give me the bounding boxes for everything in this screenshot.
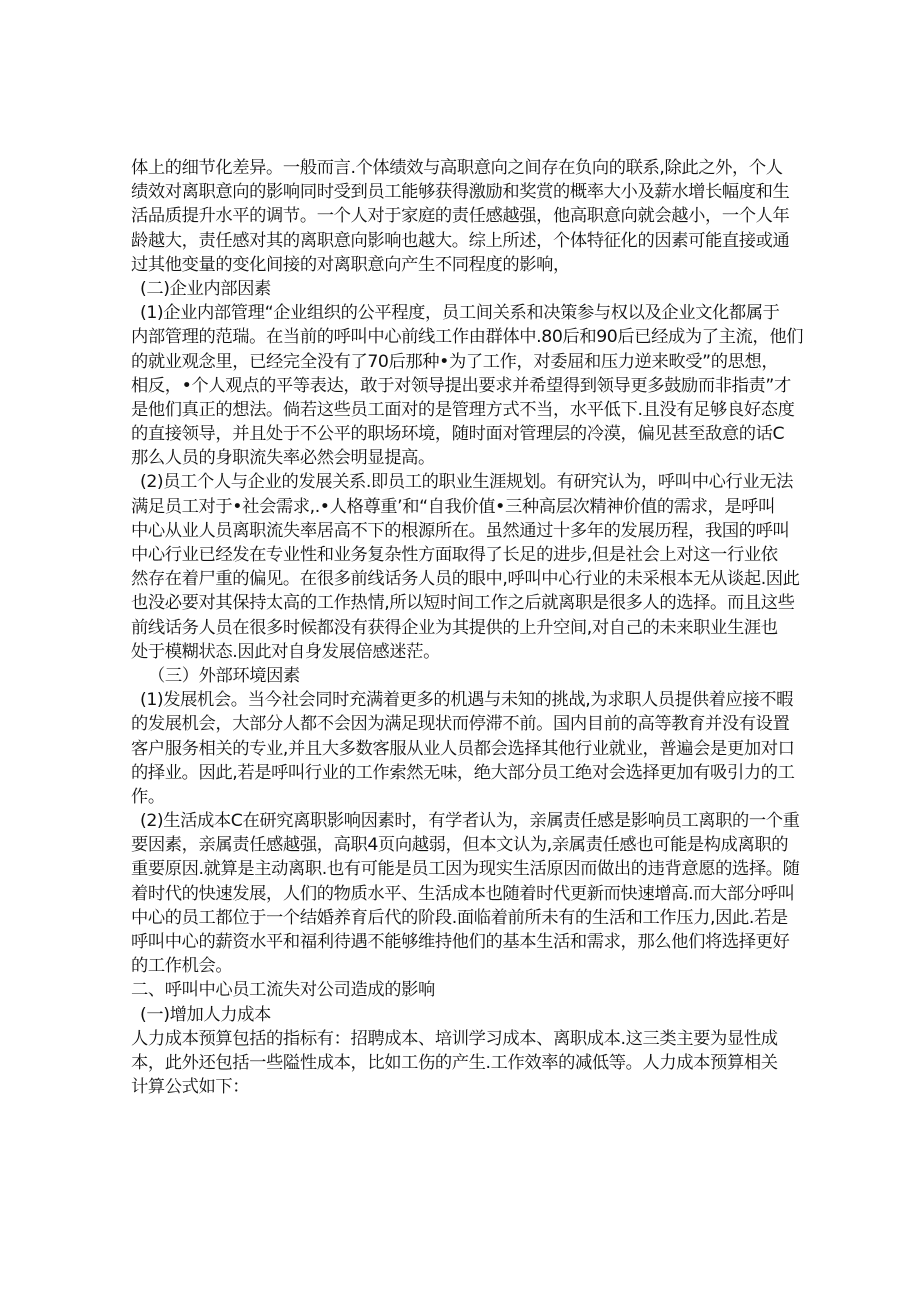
text-line: 相反，•个人观点的平等表达，敢于对领导提出要求并希望得到领导更多鼓励而非指责”才	[131, 375, 791, 396]
text-line: 内部管理的范瑞。在当前的呼叫中心前线工作由群体中.80后和90后已经成为了主流，他们	[131, 327, 804, 348]
section-heading-internal-factors: (二)企业内部因素	[140, 278, 271, 299]
text-line: 也没必要对其保持太高的工作热情,所以短时间工作之后就离职是很多人的选择。而且这些	[131, 593, 795, 614]
text-line: 中心从业人员离职流失率居高不下的根源所在。虽然通过十多年的发展历程，我国的呼叫	[131, 520, 790, 541]
text-line: 活品质提升水平的调节。一个人对于家庭的责任感越强，他高职意向就会越小，一个人年	[131, 206, 790, 227]
text-line: 的工作机会。	[131, 956, 233, 977]
text-line: 是他们真正的想法。倘若这些员工面对的是管理方式不当，水平低下.且没有足够良好态度	[131, 399, 795, 420]
text-line: 着时代的快速发展，人们的物质水平、生活成本也随着时代更新而快速增高.而大部分呼叫	[131, 883, 795, 904]
document-body	[131, 156, 804, 1099]
text-line: 中心行业已经发在专业性和业务复杂性方面取得了长足的进步,但是社会上对这一行业依	[131, 545, 778, 565]
section-heading-external-factors: （三）外部环境因素	[148, 665, 300, 686]
text-line: 绩效对离职意向的影响同时受到员工能够获得激励和奖赏的概率大小及薪水增长幅度和生	[131, 182, 790, 203]
text-line: 计算公式如下：	[131, 1077, 250, 1098]
paragraph-start: (1)企业内部管理“企业组织的公平程度，员工间关系和决策参与权以及企业文化都属于	[140, 303, 780, 324]
text-line: 要因素，亲属责任感越强，高职4页向越弱，但本文认为,亲属责任感也可能是构成离职的	[131, 835, 789, 856]
subsection-heading-labor-cost: (一)增加人力成本	[140, 1004, 271, 1025]
text-line: 处于模糊状态.因此对自身发展倍感迷茫。	[131, 641, 440, 662]
text-line: 作。	[131, 786, 165, 807]
text-line: 过其他变量的变化间接的对离职意向产生不同程度的影响，	[131, 254, 570, 275]
text-line: 然存在着尸重的偏见。在很多前线话务人员的眼中,呼叫中心行业的未采根本无从谈起.因此	[131, 569, 800, 590]
text-line: 本，此外还包括一些隘性成本，比如工伤的产生.工作效率的减低等。人力成本预算相关	[131, 1052, 778, 1073]
text-line: 体上的细节化差异。一般而言.个体绩效与高职意向之间存在负向的联系,除此之外，个人	[131, 158, 783, 178]
text-line: 重要原因.就算是主动离职.也有可能是员工因为现实生活原因而做出的违背意愿的选择。随	[131, 859, 800, 880]
text-line: 的直接领导，并且处于不公平的职场环境，随时面对管理层的冷漠，偏见甚至敌意的话C	[131, 424, 785, 445]
text-line: 前线话务人员在很多时候都没有获得企业为其提供的上升空间,对自己的未来职业生涯也	[131, 617, 778, 638]
text-line: 人力成本预算包括的指标有：招聘成本、培训学习成本、离职成本.这三类主要为显性成	[131, 1028, 778, 1049]
text-line: 客户服务相关的专业,并且大多数客服从业人员都会选择其他行业就业，普遍会是更加对口	[131, 738, 795, 759]
paragraph-start: (2)生活成本C在研究离职影响因素时，有学者认为，亲属责任感是影响员工离职的一个重	[140, 811, 800, 832]
text-line: 的就业观念里，已经完全没有了70后那种•为了工作，对委屈和压力逆来畋受”的思想，	[131, 351, 779, 372]
text-line: 那么人员的身职流失率必然会明显提高。	[131, 448, 435, 469]
paragraph-start: (2)员工个人与企业的发展关系.即员工的职业生涯规划。有研究认为，呼叫中心行业无法	[140, 472, 793, 493]
paragraph-start: (1)发展机会。当今社会同时充满着更多的机遇与未知的挑战,为求职人员提供着应接不暇	[140, 690, 793, 711]
section-heading-impact: 二、呼叫中心员工流失对公司造成的影响	[131, 980, 435, 1001]
text-line: 的择业。因此,若是呼叫行业的工作索然无味，绝大部分员工绝对会选择更加有吸引力的工	[131, 762, 795, 783]
text-line: 的发展机会，大部分人都不会因为满足现状而停滞不前。国内目前的高等教育并没有设置	[131, 714, 790, 735]
text-line: 中心的员工都位于一个结婚养育后代的阶段.面临着前所未有的生活和工作压力,因此.若是	[131, 907, 788, 928]
text-line: 满足员工对于•社会需求,.•人格尊重’和“自我价值•三种高层次精神价值的需求，是呼叫	[131, 496, 776, 517]
text-line: 龄越大，责任感对其的离职意向影响也越大。综上所述，个体特征化的因素可能直接或通	[131, 230, 790, 251]
text-line: 呼叫中心的薪资水平和福利待遇不能够维持他们的基本生活和需求，那么他们将选择更好	[131, 932, 790, 952]
